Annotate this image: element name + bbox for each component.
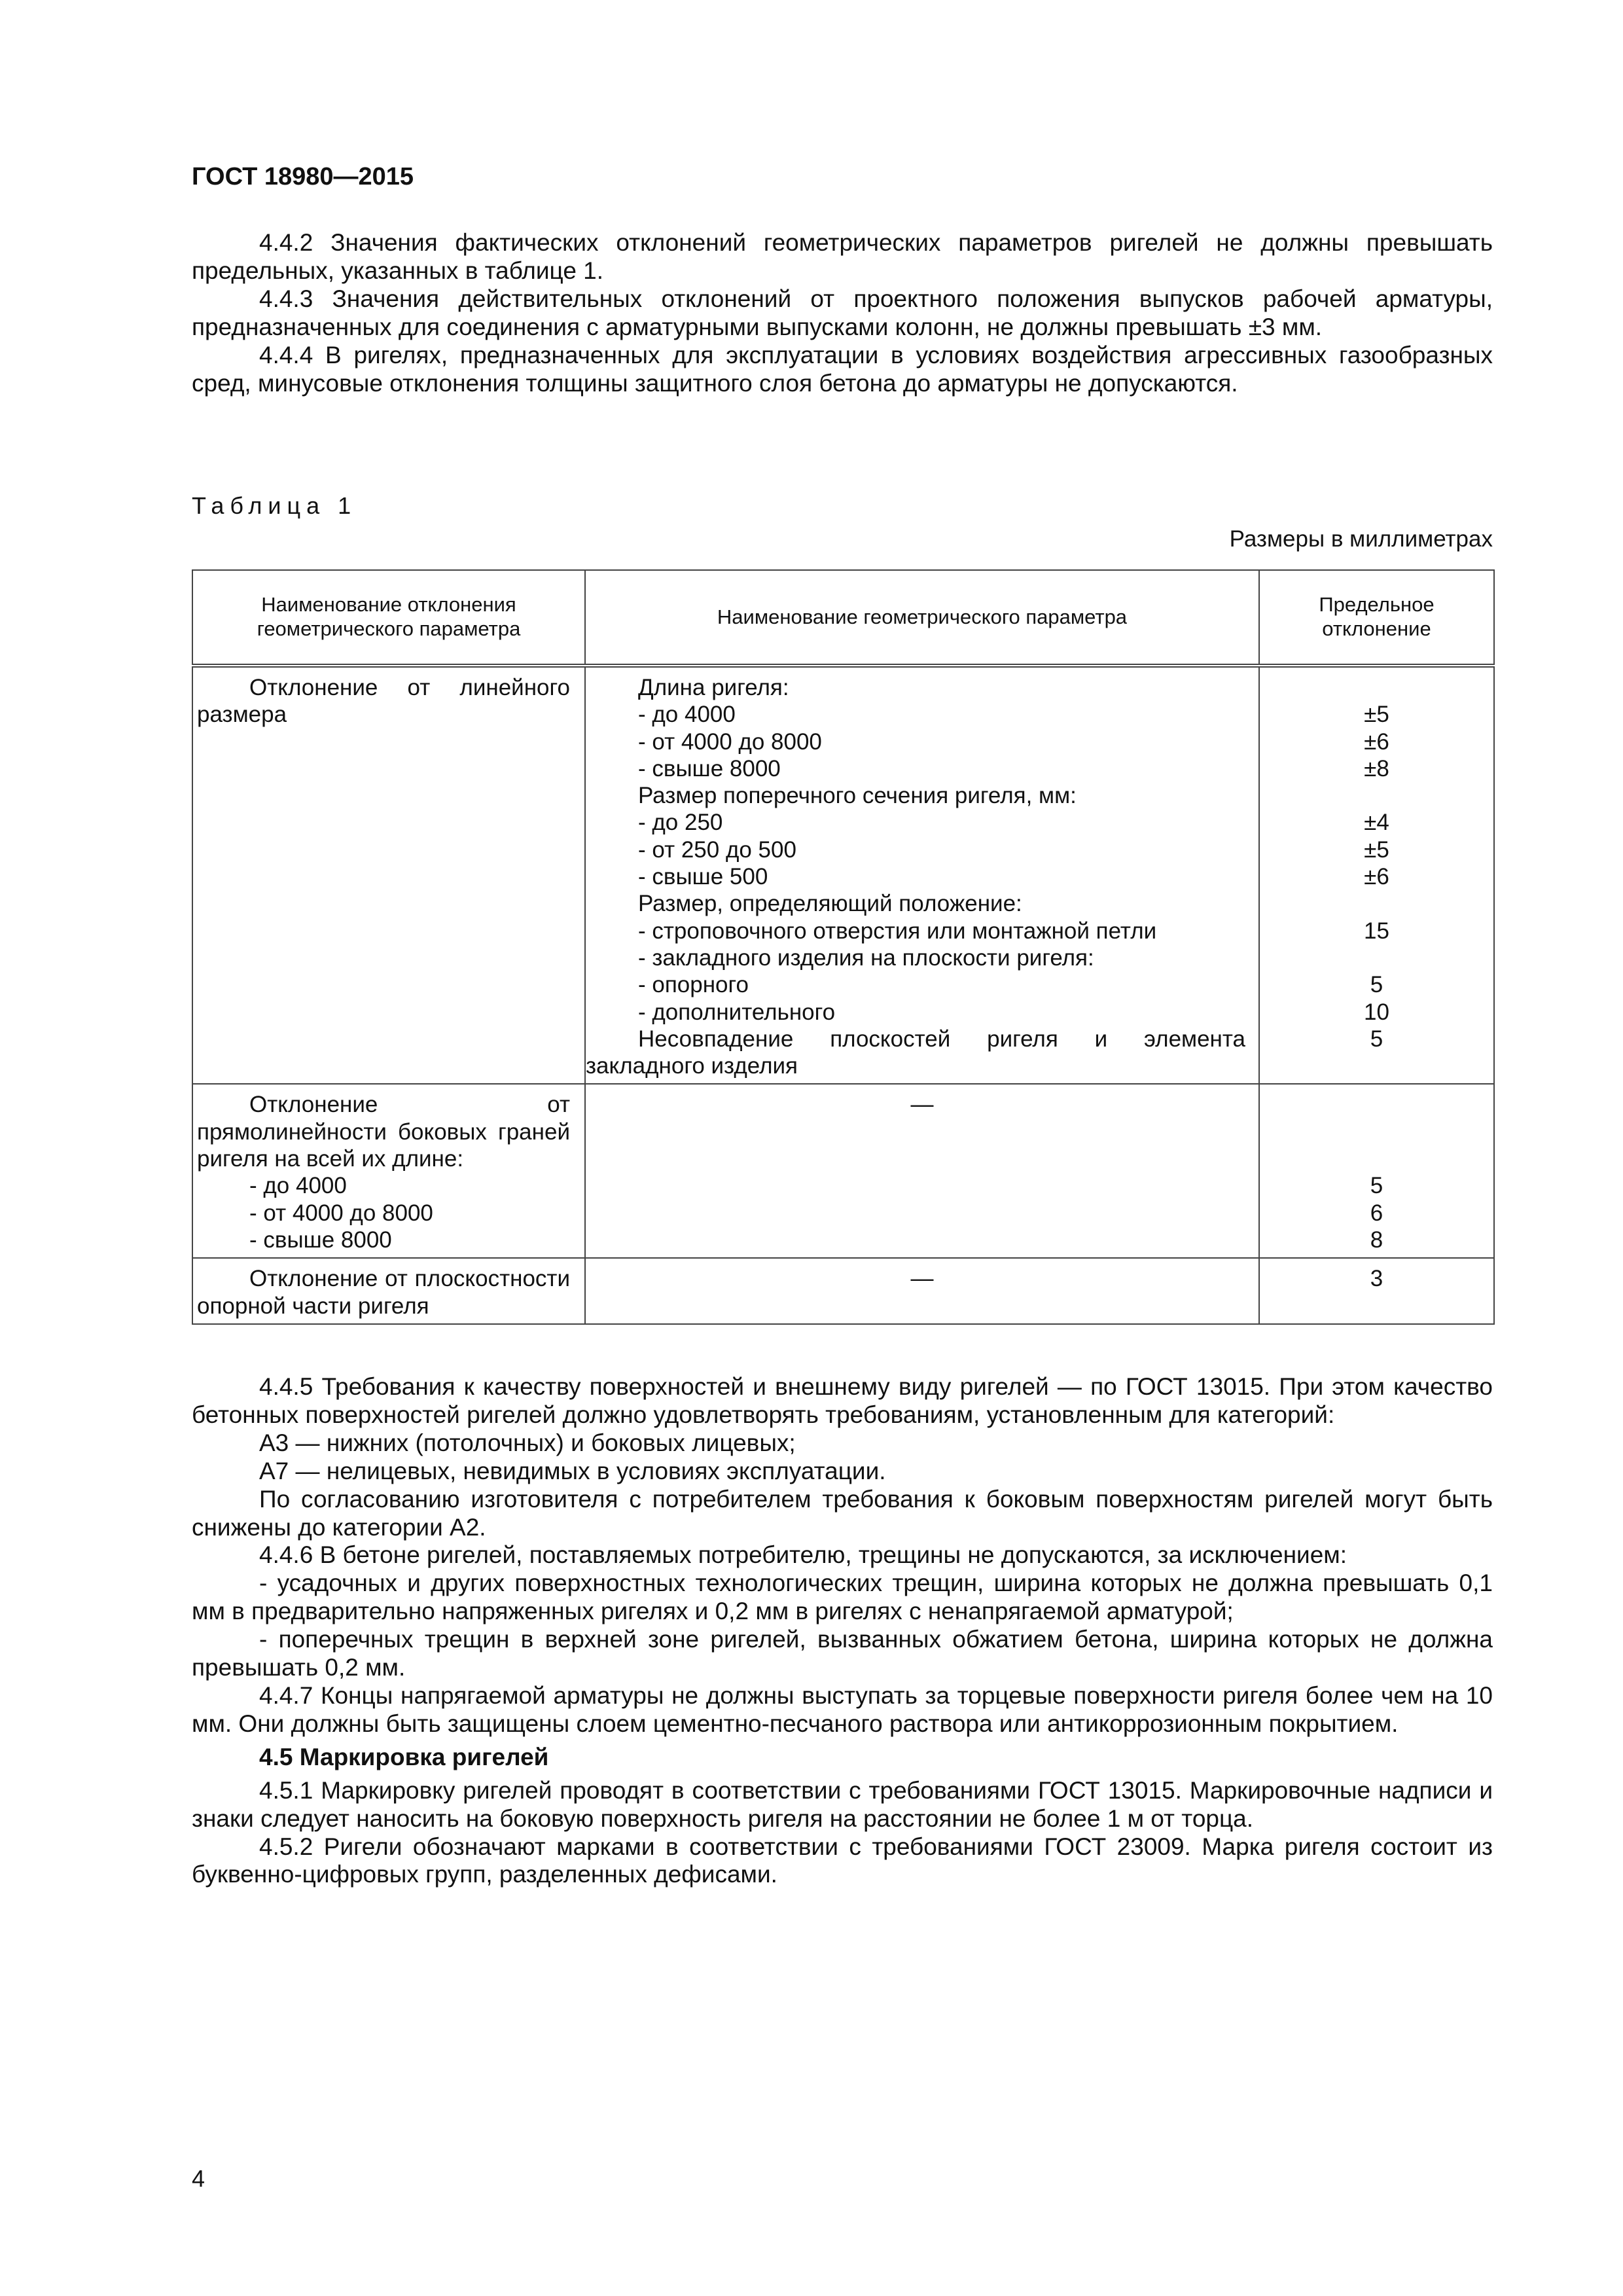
value-line: 8 — [1370, 1227, 1383, 1253]
row2-item: - свыше 8000 — [249, 1227, 392, 1253]
param-line: - до 4000 — [638, 702, 736, 728]
value-line: ±6 — [1364, 728, 1389, 755]
row2-deviation: Отклонение от прямолинейности боковых граней ригеля на всей их длине: — [197, 1092, 570, 1172]
intro-paragraphs — [192, 229, 1493, 397]
row2-values-cell — [1259, 1084, 1494, 1258]
category-a7: А7 — нелицевых, невидимых в условиях эксплуатации. — [259, 1457, 886, 1484]
paragraph-agreement: По согласованию изготовителя с потребителем требования к боковым поверхностям ригелей могут быть снижены до категории А2. — [192, 1485, 1493, 1541]
value-line: 5 — [1370, 1026, 1383, 1052]
category-a3: А3 — нижних (потолочных) и боковых лицевых; — [259, 1429, 796, 1456]
param-line: - закладного изделия на плоскости ригеля: — [638, 944, 1094, 971]
param-line: - свыше 8000 — [638, 755, 781, 781]
value-line: ±8 — [1364, 755, 1389, 781]
value-line: 15 — [1364, 918, 1389, 944]
cracks-item-2: - поперечных трещин в верхней зоне ригелей, вызванных обжатием бетона, ширина которых не должна превышать 0,2 мм. — [192, 1626, 1493, 1681]
row3-parameter-cell — [585, 1258, 1259, 1324]
cracks-item-1: - усадочных и других поверхностных технологических трещин, ширина которых не должна превышать 0,1 мм в предварительно напряженных ригелях и 0,2 мм в ригелях с ненапрягаемой арматурой; — [192, 1570, 1493, 1625]
table-label: Таблица 1 — [192, 492, 357, 519]
value-line: 3 — [1370, 1266, 1383, 1292]
value-line — [1264, 944, 1489, 971]
value-line — [1264, 890, 1489, 917]
paragraph-4-5-1: 4.5.1 Маркировку ригелей проводят в соответствии с требованиями ГОСТ 13015. Маркировочные надписи и знаки следует наносить на боковую поверхность ригеля на расстоянии не более 1 м от торца. — [192, 1776, 1493, 1832]
row3-dash: — — [910, 1266, 934, 1292]
table-units: Размеры в миллиметрах — [1229, 526, 1493, 552]
param-line: - строповочного отверстия или монтажной петли — [638, 918, 1157, 944]
row2-dash: — — [910, 1092, 934, 1118]
header-parameter: Наименование геометрического параметра — [585, 570, 1259, 666]
paragraph-4-4-5: 4.4.5 Требования к качеству поверхностей и внешнему виду ригелей — по ГОСТ 13015. При этом качество бетонных поверхностей ригелей должно удовлетворять требованиям, установленным для категорий: — [192, 1373, 1493, 1428]
table-row — [192, 1084, 1494, 1258]
value-line: ±4 — [1364, 810, 1389, 836]
deviations-table — [192, 569, 1495, 1325]
value-line — [1264, 782, 1489, 809]
value-line: 5 — [1370, 972, 1383, 998]
paragraph-4-4-6: 4.4.6 В бетоне ригелей, поставляемых потребителю, трещины не допускаются, за исключением: — [259, 1541, 1347, 1569]
row2-parameter-cell — [585, 1084, 1259, 1258]
row1-parameter-cell — [585, 666, 1259, 1084]
paragraph-4-4-4: 4.4.4 В ригелях, предназначенных для эксплуатации в условиях воздействия агрессивных газообразных сред, минусовые отклонения толщины защитного слоя бетона до арматуры не допускаются. — [192, 341, 1493, 397]
param-line: - от 250 до 500 — [638, 836, 796, 863]
row2-deviation-cell — [192, 1084, 585, 1258]
param-line: - свыше 500 — [638, 864, 768, 890]
param-line: - дополнительного — [638, 999, 836, 1025]
row1-deviation: Отклонение от линейного размера — [197, 675, 570, 728]
value-line: ±6 — [1364, 864, 1389, 890]
header-limit: Предельное отклонение — [1259, 570, 1494, 666]
value-line: 10 — [1364, 999, 1389, 1025]
table-row — [192, 666, 1494, 1084]
table-header-row — [192, 570, 1494, 666]
value-line: ±5 — [1364, 836, 1389, 863]
row1-deviation-cell — [192, 666, 585, 1084]
value-line: 6 — [1370, 1200, 1383, 1226]
value-line: 5 — [1370, 1173, 1383, 1199]
row1-values-cell — [1259, 666, 1494, 1084]
param-line: - до 250 — [638, 810, 723, 836]
paragraph-4-4-7: 4.4.7 Концы напрягаемой арматуры не должны выступать за торцевые поверхности ригеля более чем на 10 мм. Они должны быть защищены слоем цементно-песчаного раствора или антикоррозионным покрытием. — [192, 1681, 1493, 1737]
param-line: Длина ригеля: — [638, 675, 789, 700]
section-heading: 4.5 Маркировка ригелей — [259, 1743, 549, 1770]
row3-deviation: Отклонение от плоскостности опорной части ригеля — [197, 1266, 570, 1319]
table-row — [192, 1258, 1494, 1324]
row3-deviation-cell — [192, 1258, 585, 1324]
document-header: ГОСТ 18980—2015 — [192, 163, 414, 190]
param-line: Несовпадение плоскостей ригеля и элемента закладного изделия — [586, 1026, 1245, 1079]
header-deviation: Наименование отклонения геометрического параметра — [192, 570, 585, 666]
value-line: ±5 — [1364, 702, 1389, 728]
value-line — [1264, 674, 1489, 701]
paragraph-4-4-3: 4.4.3 Значения действительных отклонений от проектного положения выпусков рабочей арматуры, предназначенных для соединения с арматурными выпусками колонн, не должны превышать ±3 мм. — [192, 285, 1493, 340]
page-number: 4 — [192, 2165, 205, 2192]
param-line: Размер поперечного сечения ригеля, мм: — [638, 783, 1077, 809]
row3-values-cell — [1259, 1258, 1494, 1324]
body-paragraphs — [192, 1373, 1493, 1889]
param-line: Размер, определяющий положение: — [638, 891, 1022, 917]
param-line: - от 4000 до 8000 — [638, 728, 822, 755]
param-line: - опорного — [638, 972, 749, 998]
row2-item: - до 4000 — [249, 1173, 347, 1199]
paragraph-4-4-2: 4.4.2 Значения фактических отклонений геометрических параметров ригелей не должны превышать предельных, указанных в таблице 1. — [192, 229, 1493, 284]
row2-item: - от 4000 до 8000 — [249, 1200, 433, 1226]
paragraph-4-5-2: 4.5.2 Ригели обозначают марками в соответствии с требованиями ГОСТ 23009. Марка ригеля состоит из буквенно-цифровых групп, разделенных дефисами. — [192, 1833, 1493, 1888]
